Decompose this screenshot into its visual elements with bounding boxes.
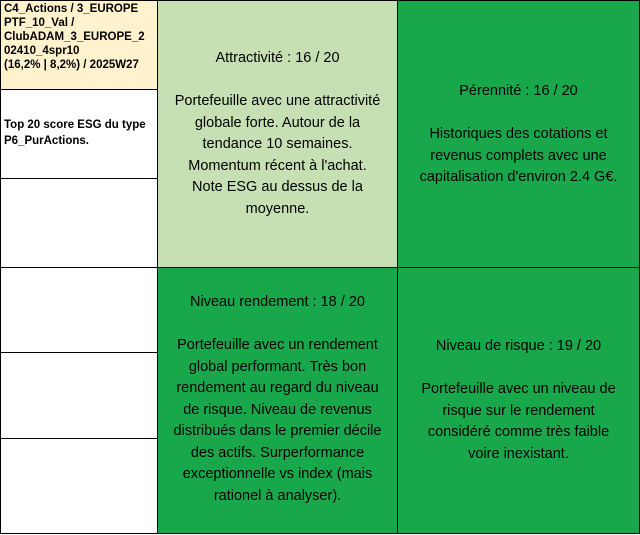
rendement-text-line: rendement au regard du niveau bbox=[176, 380, 379, 396]
empty-cell-4[interactable] bbox=[0, 438, 158, 534]
risque-text-line: considéré comme très faible bbox=[427, 424, 610, 440]
attractivite-title: Attractivité : 16 / 20 bbox=[215, 50, 340, 66]
attractivite-text-line: Momentum récent à l'achat. bbox=[188, 157, 367, 174]
perennite-title: Pérennité : 16 / 20 bbox=[459, 83, 578, 99]
empty-cell-1[interactable] bbox=[0, 178, 158, 268]
attractivite-cell[interactable] bbox=[157, 0, 398, 268]
risque-cell[interactable] bbox=[397, 267, 640, 534]
perennite-text-line: Historiques des cotations et bbox=[429, 126, 608, 142]
esg-description-cell[interactable] bbox=[0, 89, 158, 179]
rendement-text-line: rationel à analyser). bbox=[213, 487, 342, 504]
rendement-text-line: de risque. Niveau de revenus bbox=[183, 401, 372, 418]
portfolio-title-line: C4_Actions / 3_EUROPE bbox=[4, 3, 139, 15]
portfolio-title-line: PTF_10_Val / bbox=[4, 17, 75, 29]
perennite-text-line: capitalisation d'environ 2.4 G€. bbox=[419, 169, 618, 185]
attractivite-text-line: moyenne. bbox=[245, 200, 310, 217]
risque-text-line: voire inexistant. bbox=[468, 445, 569, 462]
empty-cell-3[interactable] bbox=[0, 352, 158, 439]
portfolio-title-line: ClubADAM_3_EUROPE_2 bbox=[4, 31, 145, 43]
esg-description-line: Top 20 score ESG du type bbox=[4, 119, 146, 131]
perennite-text-line: revenus complets avec une bbox=[430, 147, 607, 164]
rendement-cell[interactable] bbox=[157, 267, 398, 534]
portfolio-title-line: 02410_4spr10 bbox=[4, 45, 80, 57]
attractivite-text-line: tendance 10 semaines. bbox=[202, 136, 353, 152]
portfolio-title-cell[interactable] bbox=[0, 0, 158, 90]
risque-text-line: risque sur le rendement bbox=[442, 402, 595, 419]
rendement-title: Niveau rendement : 18 / 20 bbox=[190, 294, 365, 310]
rendement-text-line: distribués dans le premier décile bbox=[173, 423, 382, 439]
risque-title: Niveau de risque : 19 / 20 bbox=[435, 338, 602, 354]
empty-cell-2[interactable] bbox=[0, 267, 158, 353]
rendement-text-line: des actifs. Surperformance bbox=[190, 444, 365, 461]
risque-text-line: Portefeuille avec un niveau de bbox=[421, 381, 616, 397]
attractivite-text-line: Portefeuille avec une attractivité bbox=[174, 93, 381, 109]
esg-description-line: P6_PurActions. bbox=[4, 135, 89, 147]
rendement-text-line: exceptionnelle vs index (mais bbox=[182, 466, 373, 482]
attractivite-text-line: globale forte. Autour de la bbox=[194, 114, 361, 131]
perennite-cell[interactable] bbox=[397, 0, 640, 268]
rendement-text-line: Portefeuille avec un rendement bbox=[177, 337, 378, 353]
attractivite-text-line: Note ESG au dessus de la bbox=[192, 179, 363, 195]
rendement-text-line: global performant. Très bon bbox=[188, 358, 367, 375]
portfolio-title-line: (16,2% | 8,2%) / 2025W27 bbox=[4, 59, 139, 71]
